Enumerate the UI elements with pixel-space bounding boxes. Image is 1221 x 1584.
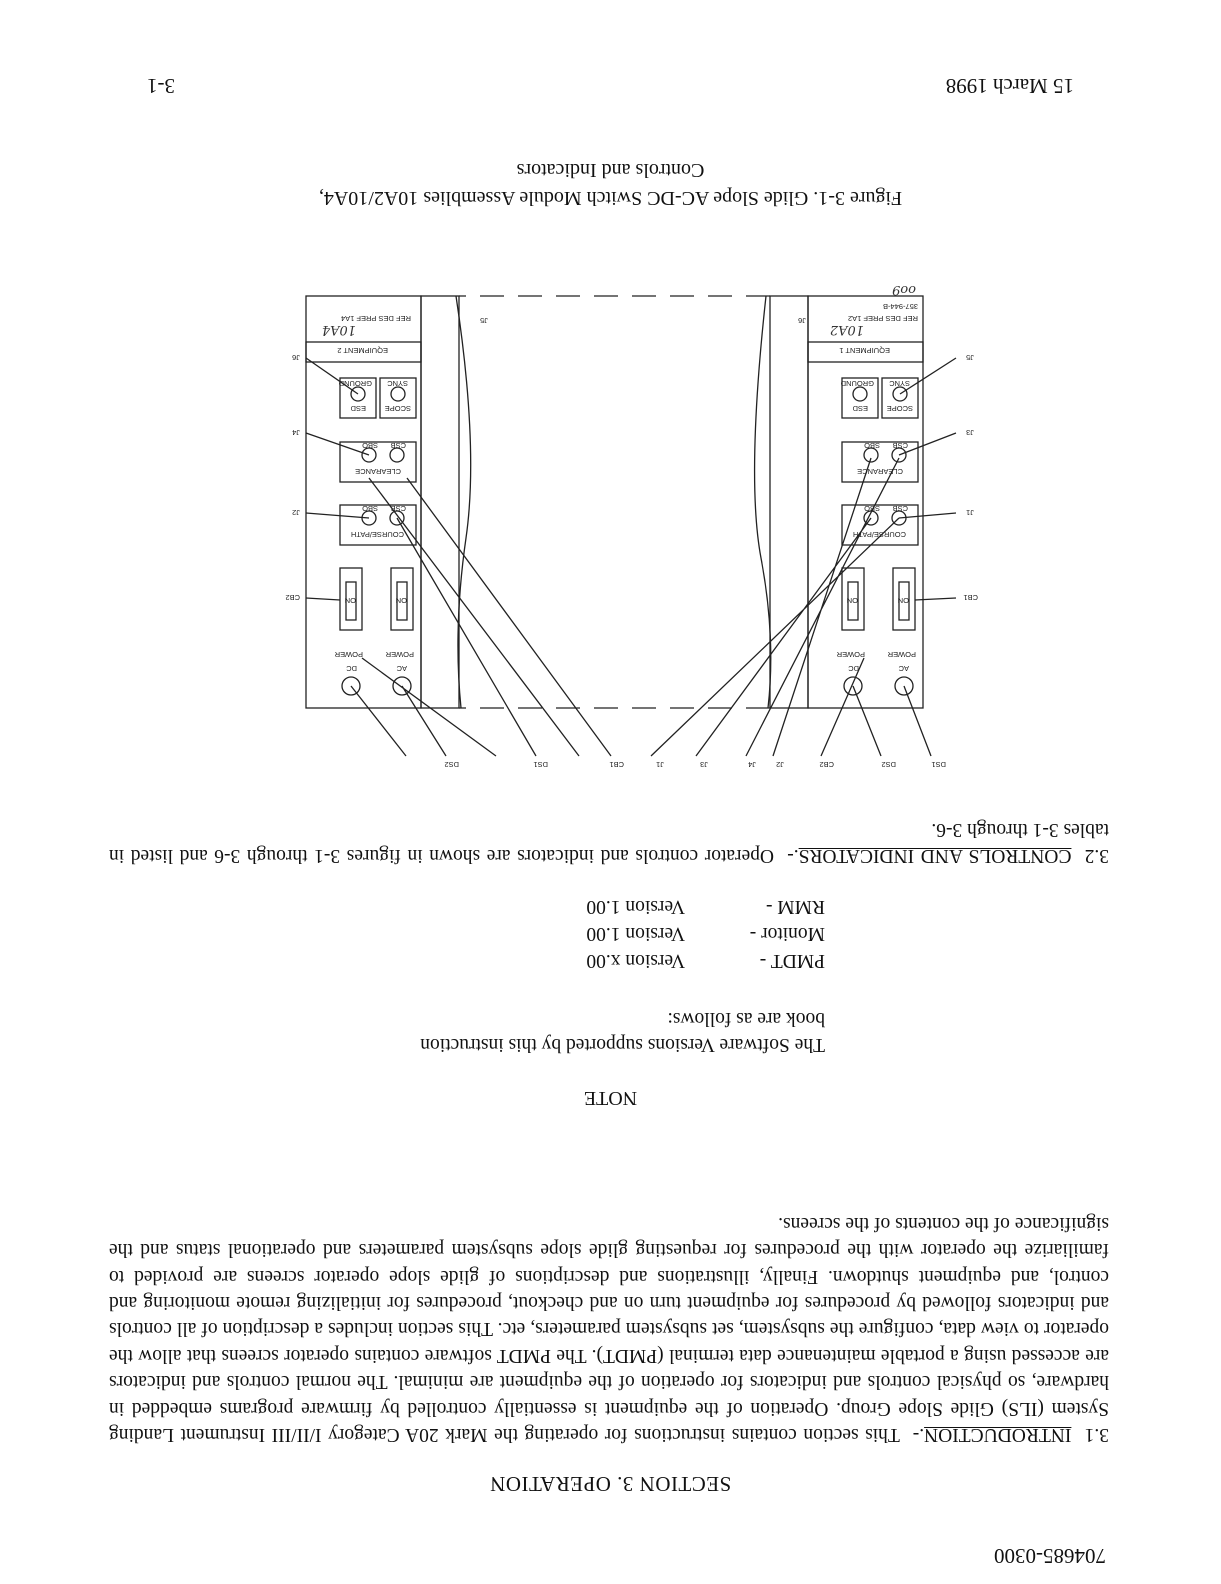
version-value: Version 1.00 — [586, 923, 685, 945]
callout-label: J1 — [966, 508, 974, 517]
document-number: 704685-0300 — [994, 1544, 1106, 1568]
callout-label: J3 — [700, 760, 708, 769]
csb-label: CSB — [892, 441, 908, 450]
callout-label: CB1 — [609, 760, 624, 769]
esd-label: ESD — [350, 404, 366, 413]
csb-label: CSB — [390, 441, 406, 450]
controls-sep: .- — [787, 845, 799, 866]
power-label: POWER — [385, 650, 414, 659]
figure-caption — [0, 156, 1221, 212]
module-panel-right — [306, 296, 421, 708]
power-label: POWER — [887, 650, 916, 659]
table-row — [586, 920, 825, 947]
version-name: RMM - — [765, 896, 825, 918]
controls-heading: CONTROLS AND INDICATORS — [798, 845, 1072, 866]
on-label: ON — [897, 596, 909, 605]
on-label: ON — [395, 596, 407, 605]
sbo-label: SBO — [864, 441, 880, 450]
figure-3-1-diagram — [136, 278, 1096, 778]
table-row — [586, 893, 825, 920]
section-title: SECTION 3. OPERATION — [489, 1472, 732, 1496]
intro-paragraph — [109, 1209, 1109, 1447]
caption-line-2: Controls and Indicators — [516, 159, 705, 181]
ground-label: GROUND — [338, 379, 372, 388]
callout-label: DS2 — [881, 760, 896, 769]
sync-label: SYNC — [387, 379, 408, 388]
course-path-label: COURSE/PATH — [350, 530, 404, 539]
esd-ground-jack — [853, 387, 867, 401]
ref-des-right: REF DES PREF 1A4 — [340, 314, 411, 323]
sbo-label: SBO — [864, 504, 880, 513]
csb-label: CSB — [390, 504, 406, 513]
callout-label: DS2 — [444, 760, 459, 769]
on-label: ON — [344, 596, 356, 605]
ref-code: 357-944-B — [882, 302, 918, 311]
ac-label: AC — [396, 664, 407, 673]
module-panel-left — [808, 296, 923, 708]
caption-line-1: Figure 3-1. Glide Slope AC-DC Switch Module Assemblies 10A2/10A4, — [318, 187, 903, 209]
clearance-label: CLEARANCE — [857, 467, 903, 476]
callout-label: J6 — [292, 353, 300, 362]
top-jack-label: J5 — [480, 316, 488, 325]
handwritten-ref: 10A2 — [829, 322, 864, 337]
note-heading: NOTE — [583, 1087, 638, 1109]
callout-label: J2 — [776, 760, 784, 769]
callout-lines — [351, 458, 931, 756]
version-value: Version 1.00 — [586, 896, 685, 918]
power-label: POWER — [836, 650, 865, 659]
module-side-right — [421, 296, 459, 708]
callout-label: CB2 — [819, 760, 834, 769]
controls-text: Operator controls and indicators are shown in figures 3-1 through 3-6 and listed in tables 3-1 through 3-6. — [108, 818, 1109, 866]
callout-label: J3 — [966, 428, 974, 437]
sync-label: SYNC — [889, 379, 910, 388]
dc-label: DC — [848, 664, 859, 673]
note-text: The Software Versions supported by this instruction book are as follows: — [420, 1008, 825, 1055]
ground-label: GROUND — [840, 379, 874, 388]
break-line — [755, 296, 771, 708]
page-number: 3-1 — [147, 74, 175, 98]
intro-heading: INTRODUCTION — [924, 1424, 1072, 1445]
callout-label: CB2 — [285, 593, 300, 602]
version-name: PMDT - — [759, 950, 825, 972]
callout-label: J4 — [292, 428, 300, 437]
controls-paragraph — [109, 815, 1109, 868]
version-value: Version x.00 — [586, 950, 685, 972]
sbo-label: SBO — [362, 441, 378, 450]
callout-label: J2 — [292, 508, 300, 517]
intro-text: This section contains instructions for operating the Mark 20A Category I/II/III Instrument Landing System (ILS) Glide Slope Group. Operation of the equipment is essentially controlled by firmware programs embedded in hardware, so physical controls and indicators for operation of the equipment are minimal. The normal controls and indicators are accessed using a portable maintenance data terminal (PMDT). The PMDT software contains operator screens that allow the operator to view data, configure the subsystem, set subsystem parameters, etc. This section includes a description of all controls and indicators followed by procedures for equipment turn on and checkout, procedures for initializing remote monitoring and control, and equipment shutdown. Finally, illustrations and descriptions of glide slope operator screens are provided to familiarize the operator with the procedures for requesting glide slope subsystem parameters and operational status and the significance of the contents of the screens. — [109, 1212, 1109, 1445]
callout-label: J1 — [656, 760, 664, 769]
on-label: ON — [846, 596, 858, 605]
scope-label: SCOPE — [384, 404, 411, 413]
intro-number: 3.1 — [1084, 1424, 1109, 1445]
callout-label: J4 — [748, 760, 756, 769]
scope-label: SCOPE — [886, 404, 913, 413]
software-versions-table — [586, 893, 825, 974]
top-jack-label: J6 — [798, 316, 806, 325]
callout-label: DS1 — [931, 760, 946, 769]
course-path-label: COURSE/PATH — [852, 530, 906, 539]
esd-label: ESD — [852, 404, 868, 413]
csb-jack — [390, 448, 404, 462]
footer-date: 15 March 1998 — [945, 74, 1074, 98]
power-label: POWER — [334, 650, 363, 659]
ac-label: AC — [898, 664, 909, 673]
clearance-label: CLEARANCE — [355, 467, 401, 476]
controls-number: 3.2 — [1084, 845, 1109, 866]
handwritten-mark: oo9 — [892, 282, 916, 297]
sbo-label: SBO — [362, 504, 378, 513]
equipment-label: EQUIPMENT 1 — [839, 346, 890, 355]
callout-lines — [306, 358, 369, 600]
intro-sep: .- — [912, 1424, 925, 1445]
callout-label: DS1 — [533, 760, 548, 769]
table-row — [586, 947, 825, 974]
scope-jack — [391, 387, 405, 401]
break-line — [456, 296, 471, 708]
equipment-label: EQUIPMENT 2 — [337, 346, 388, 355]
csb-label: CSB — [892, 504, 908, 513]
callout-label: CB1 — [963, 593, 978, 602]
ref-des-left: REF DES PREF 1A2 — [847, 314, 918, 323]
callout-label: J5 — [966, 353, 974, 362]
version-name: Monitor - — [749, 923, 825, 945]
handwritten-ref: 10A4 — [321, 322, 356, 337]
dc-label: DC — [346, 664, 357, 673]
